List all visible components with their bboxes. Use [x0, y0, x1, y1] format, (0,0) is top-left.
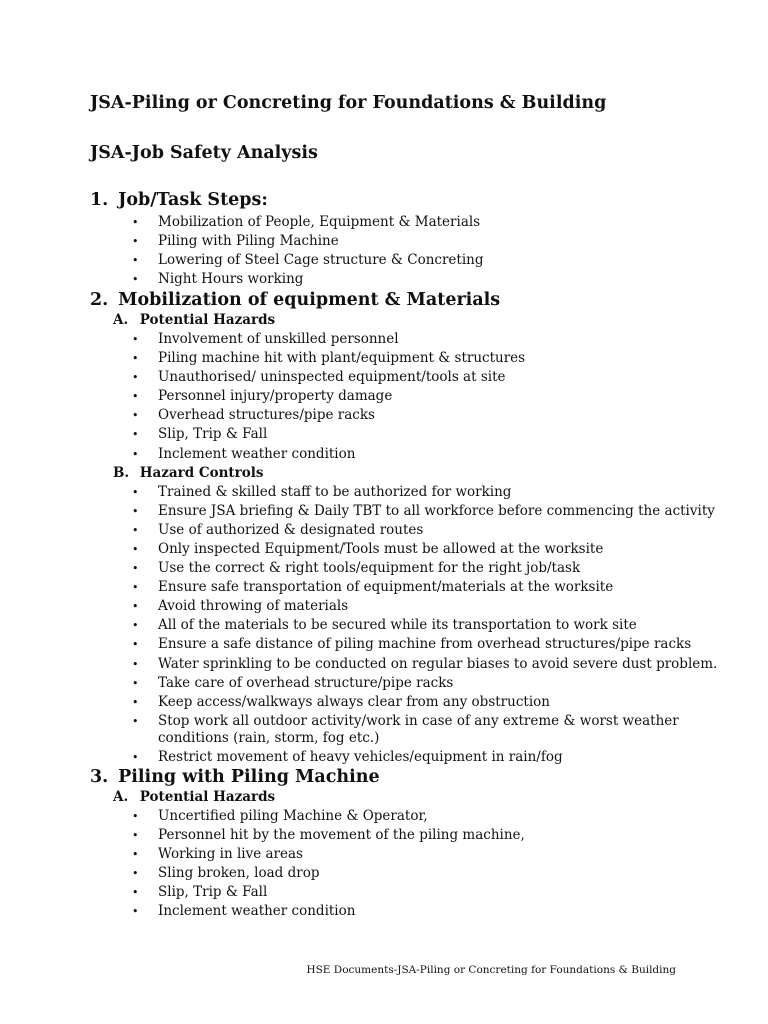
list-item-text: Use of authorized & designated routes	[158, 521, 424, 538]
list-item-text: All of the materials to be secured while its transportation to work site	[158, 617, 637, 634]
list-item-text: Involvement of unskilled personnel	[158, 331, 399, 347]
list-item	[90, 271, 730, 288]
list-item-text: Inclement weather condition	[158, 445, 356, 462]
list-item-text: Unauthorised/ uninspected equipment/tools at site	[158, 369, 506, 386]
section-number: 1.	[90, 190, 109, 210]
bullet-icon: •	[132, 216, 139, 229]
list-item	[90, 865, 730, 882]
list-item	[90, 846, 730, 863]
bullet-icon: •	[132, 485, 139, 499]
list-item	[90, 636, 730, 653]
list-item-text: Slip, Trip & Fall	[158, 884, 268, 901]
list-item-text: Keep access/walkways always clear from any obstruction	[158, 693, 550, 710]
list-item	[90, 388, 730, 405]
section-mobilization	[90, 290, 730, 768]
list-item	[90, 749, 730, 766]
list-item-text: Personnel hit by the movement of the piling machine,	[158, 827, 525, 844]
bullet-icon: •	[132, 750, 139, 764]
bullet-icon: •	[132, 371, 139, 385]
list-item-text: Sling broken, load drop	[158, 865, 320, 882]
bullet-icon: •	[132, 581, 139, 595]
bullet-icon: •	[132, 428, 139, 442]
bullet-icon: •	[132, 638, 139, 652]
bullet-icon: •	[132, 562, 139, 576]
bullet-icon: •	[132, 829, 139, 843]
list-item-text: Restrict movement of heavy vehicles/equipment in rain/fog	[158, 748, 563, 765]
bullet-icon: •	[132, 254, 139, 268]
bullet-icon: •	[132, 447, 139, 461]
bullet-icon: •	[132, 235, 139, 249]
subsection-letter: A.	[113, 789, 129, 805]
bullet-icon: •	[132, 333, 139, 346]
section-heading	[90, 290, 730, 310]
bullet-icon: •	[132, 810, 139, 823]
list-item	[90, 713, 730, 747]
list-item	[90, 617, 730, 634]
list-item-text: Trained & skilled staff to be authorized for working	[158, 483, 512, 500]
subsection-heading-potential-hazards	[113, 312, 730, 329]
list-item-text: Ensure safe transportation of equipment/materials at the worksite	[158, 579, 614, 596]
list-item-text: Only inspected Equipment/Tools must be allowed at the worksite	[158, 540, 604, 557]
list-item	[90, 369, 730, 386]
subsection-letter: B.	[113, 464, 130, 481]
section-heading	[90, 767, 730, 787]
list-item	[90, 598, 730, 615]
list-item	[90, 484, 730, 501]
bullet-icon: •	[132, 600, 139, 614]
list-item	[90, 827, 730, 844]
bullet-icon: •	[132, 523, 139, 537]
bullet-icon: •	[132, 273, 139, 287]
list-item-continuation: conditions (rain, storm, fog etc.)	[158, 729, 380, 746]
list-item-text: Lowering of Steel Cage structure & Concreting	[158, 252, 484, 269]
list-item	[90, 350, 730, 367]
bullet-icon: •	[132, 619, 139, 633]
subsection-title: Potential Hazards	[139, 312, 276, 328]
bullet-list	[90, 214, 730, 288]
list-item	[90, 903, 730, 920]
list-item	[90, 675, 730, 692]
list-item-text: Use the correct & right tools/equipment for the right job/task	[158, 560, 581, 577]
document-subtitle: JSA-Job Safety Analysis	[90, 143, 318, 163]
list-item-text: Working in live areas	[158, 846, 303, 863]
subsection-heading-hazard-controls	[113, 465, 730, 482]
section-title: Mobilization of equipment & Materials	[118, 290, 501, 310]
bullet-icon: •	[132, 886, 139, 900]
list-item	[90, 808, 730, 825]
document-title: JSA-Piling or Concreting for Foundations & Building	[90, 93, 607, 113]
bullet-list	[90, 484, 730, 766]
bullet-icon: •	[132, 657, 139, 671]
list-item	[90, 446, 730, 463]
list-item-text: Piling with Piling Machine	[158, 233, 339, 250]
subsection-letter: A.	[113, 312, 129, 328]
subsection-heading-potential-hazards	[113, 789, 730, 806]
list-item	[90, 503, 730, 520]
list-item	[90, 884, 730, 901]
list-item-text: Personnel injury/property damage	[158, 388, 393, 405]
list-item	[90, 331, 730, 348]
section-number: 3.	[90, 767, 109, 787]
list-item-text: Uncertified piling Machine & Operator,	[158, 808, 428, 824]
section-title: Job/Task Steps:	[118, 190, 268, 210]
list-item	[90, 214, 730, 231]
bullet-list	[90, 331, 730, 463]
subsection-title: Hazard Controls	[139, 464, 264, 481]
list-item-text: Avoid throwing of materials	[158, 598, 349, 615]
bullet-icon: •	[132, 504, 139, 518]
list-item-text: Water sprinkling to be conducted on regular biases to avoid severe dust problem.	[158, 655, 718, 672]
list-item-text: Piling machine hit with plant/equipment & structures	[158, 350, 526, 367]
section-heading	[90, 190, 730, 210]
list-item	[90, 541, 730, 558]
page-footer: HSE Documents-JSA-Piling or Concreting for Foundations & Building	[306, 964, 676, 976]
list-item	[90, 694, 730, 711]
bullet-icon: •	[132, 390, 139, 404]
bullet-icon: •	[132, 676, 139, 690]
list-item-text: Inclement weather condition	[158, 903, 356, 920]
list-item	[90, 579, 730, 596]
bullet-icon: •	[132, 867, 139, 881]
list-item-text: Ensure JSA briefing & Daily TBT to all workforce before commencing the activity	[158, 502, 715, 519]
bullet-icon: •	[132, 542, 139, 556]
bullet-icon: •	[132, 695, 139, 709]
subsection-title: Potential Hazards	[139, 789, 276, 805]
list-item	[90, 522, 730, 539]
bullet-icon: •	[132, 352, 139, 366]
section-title: Piling with Piling Machine	[118, 767, 380, 787]
list-item	[90, 560, 730, 577]
list-item	[90, 656, 730, 673]
list-item	[90, 252, 730, 269]
list-item	[90, 426, 730, 443]
section-number: 2.	[90, 290, 109, 310]
bullet-icon: •	[132, 848, 139, 862]
bullet-icon: •	[132, 905, 139, 919]
list-item	[90, 407, 730, 424]
list-item-text: Ensure a safe distance of piling machine from overhead structures/pipe racks	[158, 636, 692, 653]
bullet-icon: •	[132, 714, 139, 728]
list-item-text: Take care of overhead structure/pipe racks	[158, 674, 454, 691]
bullet-icon: •	[132, 409, 139, 423]
list-item-text: Mobilization of People, Equipment & Materials	[158, 214, 481, 230]
list-item-text: Slip, Trip & Fall	[158, 426, 268, 443]
section-job-task-steps	[90, 190, 730, 290]
list-item	[90, 233, 730, 250]
list-item-text: Stop work all outdoor activity/work in case of any extreme & worst weather	[158, 712, 679, 729]
list-item-text: Overhead structures/pipe racks	[158, 407, 375, 424]
bullet-list	[90, 808, 730, 920]
section-piling	[90, 767, 730, 923]
list-item-text: Night Hours working	[158, 271, 304, 288]
